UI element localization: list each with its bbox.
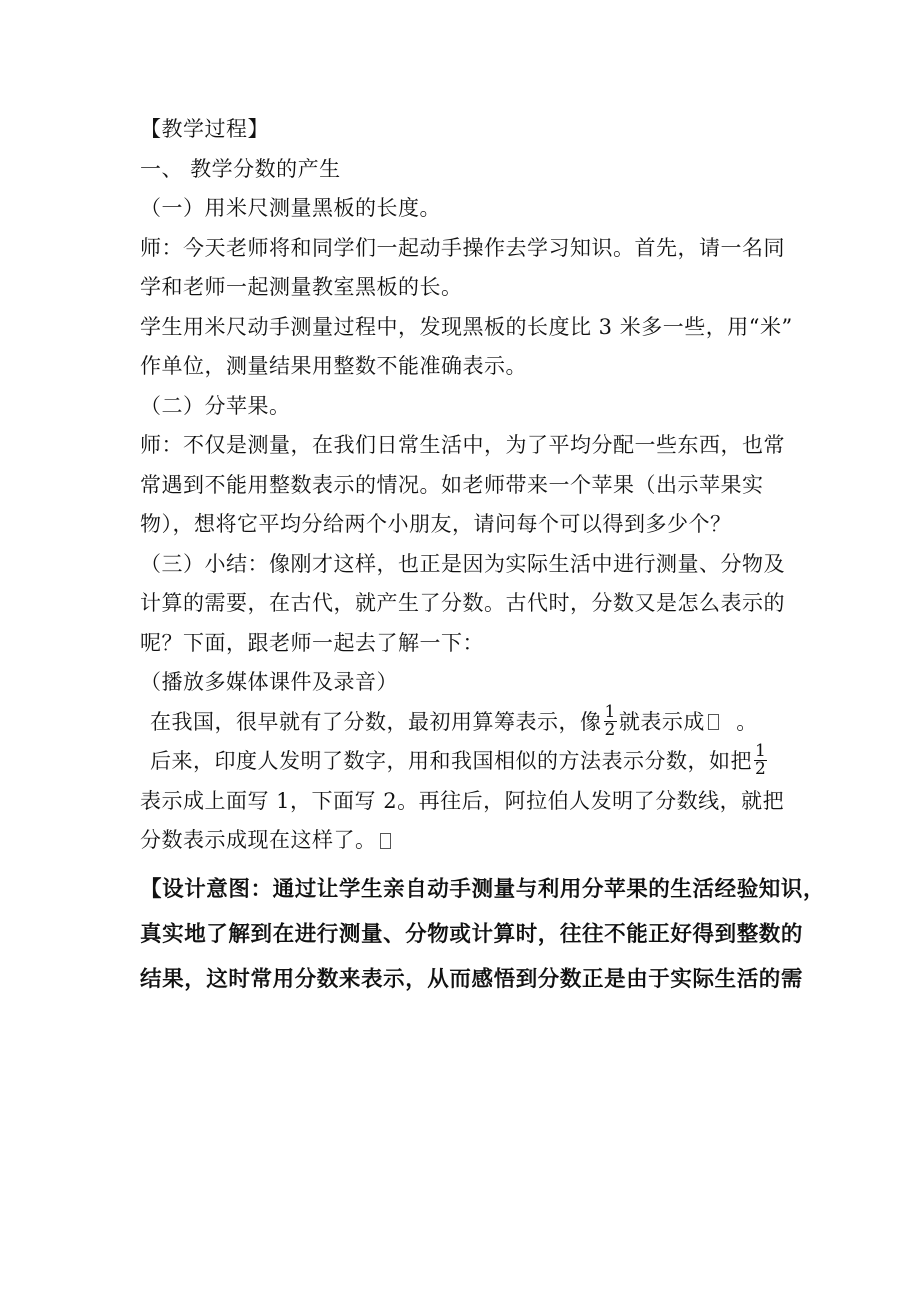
design-intent-line-1: 【设计意图：通过让学生亲自动手测量与利用分苹果的生活经验知识，	[140, 876, 826, 902]
fraction-numerator: 1	[755, 741, 767, 761]
summary-line-3: 呢？下面，跟老师一起去了解一下：	[140, 630, 484, 655]
paragraph-two-line-2: 作单位，测量结果用整数不能准确表示。	[140, 354, 527, 378]
missing-glyph-box	[708, 714, 719, 730]
design-intent-line-2: 真实地了解到在进行测量、分物或计算时，往往不能正好得到整数的	[140, 921, 804, 947]
paragraph-three-line-1: 师：不仅是测量，在我们日常生活中，为了平均分配一些东西，也常	[140, 433, 785, 457]
paragraph-five-line-2: 表示成上面写 1，下面写 2。再往后，阿拉伯人发明了分数线，就把	[140, 788, 785, 813]
paragraph-five-line-1	[140, 742, 790, 782]
paragraph-three-line-3: 物），想将它平均分给两个小朋友，请问每个可以得到多少个？	[140, 512, 732, 536]
paragraph-four-end: 。	[736, 709, 758, 734]
part-one-title: 一、 教学分数的产生	[140, 156, 341, 181]
paragraph-five-line-3-text: 分数表示成现在这样了。	[140, 828, 377, 852]
fraction-one-half	[604, 701, 617, 740]
paragraph-five-line-3	[140, 821, 790, 861]
paragraph-three-line-2: 常遇到不能用整数表示的情况。如老师带来一个苹果（出示苹果实	[140, 472, 764, 497]
paragraph-five-text: 后来，印度人发明了数字，用和我国相似的方法表示分数，如把	[150, 749, 752, 773]
fraction-numerator: 1	[604, 701, 616, 722]
summary-line-2: 计算的需要，在古代，就产生了分数。古代时，分数又是怎么表示的	[140, 591, 785, 615]
paragraph-four	[140, 703, 790, 743]
design-intent-line-3: 结果，这时常用分数来表示，从而感悟到分数正是由于实际生活的需	[140, 966, 804, 992]
paragraph-one-line-1: 师：今天老师将和同学们一起动手操作去学习知识。首先，请一名同	[140, 235, 785, 260]
paragraph-one-line-2: 学和老师一起测量教室黑板的长。	[140, 275, 463, 299]
paragraph-four-after: 就表示成	[618, 709, 705, 734]
media-note: （播放多媒体课件及录音）	[140, 670, 398, 694]
paragraph-four-before: 在我国，很早就有了分数，最初用算筹表示，像	[150, 709, 602, 734]
fraction-denominator: 2	[755, 759, 767, 779]
missing-glyph-box-2	[380, 833, 391, 849]
paragraph-two-line-1: 学生用米尺动手测量过程中，发现黑板的长度比 3 米多一些，用“米”	[140, 314, 793, 339]
section-title: 【教学过程】	[140, 117, 269, 141]
fraction-one-half-2	[754, 743, 767, 778]
lesson-document	[140, 110, 826, 1002]
subsection-two-title: （二）分苹果。	[140, 393, 291, 418]
fraction-denominator: 2	[604, 719, 616, 740]
subsection-one-title: （一）用米尺测量黑板的长度。	[140, 196, 441, 220]
summary-line-1: （三）小结：像刚才这样，也正是因为实际生活中进行测量、分物及	[140, 551, 785, 576]
